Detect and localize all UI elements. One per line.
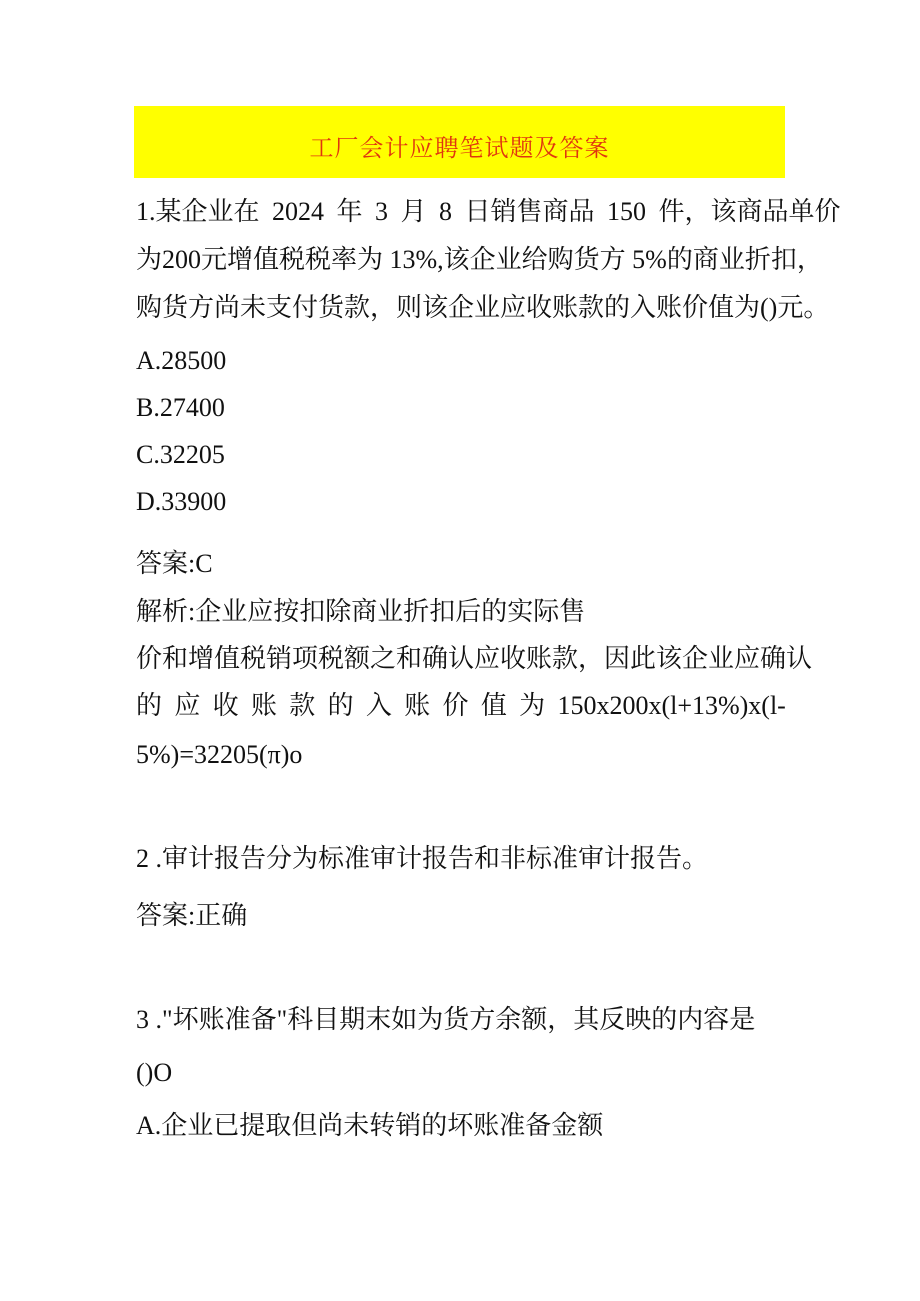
- q1-analysis-line-3: [136, 690, 786, 722]
- q1-analysis-char: 款: [289, 691, 316, 720]
- q1-analysis-char: 的: [136, 691, 163, 720]
- q3-option-a: A.企业已提取但尚未转销的坏账准备金额: [136, 1111, 604, 1140]
- q1-option-b: B.27400: [136, 393, 225, 422]
- q1-option-c: C.32205: [136, 440, 225, 469]
- q1-text-line-3: 购货方尚未支付货款，则该企业应收账款的入账价值为()元。: [136, 293, 830, 322]
- q1-analysis-formula: 150x200x(l+13%)x(l-: [557, 691, 786, 720]
- q1-analysis-char: 为: [519, 691, 546, 720]
- q1-analysis-char: 值: [480, 691, 507, 720]
- q1-analysis-char: 的: [327, 691, 354, 720]
- q3-text-line-2: ()O: [136, 1058, 173, 1087]
- title-banner: [134, 106, 785, 178]
- q1-option-a: A.28500: [136, 346, 227, 375]
- q1-option-d: D.33900: [136, 487, 227, 516]
- q2-text-line-1: 2 .审计报告分为标准审计报告和非标准审计报告。: [136, 844, 709, 873]
- q1-answer: 答案:C: [136, 549, 213, 578]
- q1-analysis-line-2: 价和增值税销项税额之和确认应收账款，因此该企业应确认: [136, 644, 813, 673]
- q1-analysis-char: 账: [404, 691, 431, 720]
- q1-analysis-char: 入: [365, 691, 392, 720]
- q1-text-line-1: 1.某企业在 2024 年 3 月 8 日销售商品 150 件，该商品单价: [136, 197, 841, 226]
- q1-analysis-char: 收: [212, 691, 239, 720]
- q2-answer: 答案:正确: [136, 901, 248, 930]
- q1-text-line-2: 为200元增值税税率为 13%,该企业给购货方 5%的商业折扣，: [136, 245, 823, 274]
- q1-analysis-char: 应: [174, 691, 201, 720]
- q1-analysis-char: 账: [250, 691, 277, 720]
- q1-analysis-char: 价: [442, 691, 469, 720]
- q3-text-line-1: 3 ."坏账准备"科目期末如为货方余额，其反映的内容是: [136, 1005, 756, 1034]
- q1-analysis-line-4: 5%)=32205(π)o: [136, 740, 303, 769]
- q1-analysis-line-1: 解析:企业应按扣除商业折扣后的实际售: [136, 597, 586, 626]
- document-title: 工厂会计应聘笔试题及答案: [309, 133, 610, 162]
